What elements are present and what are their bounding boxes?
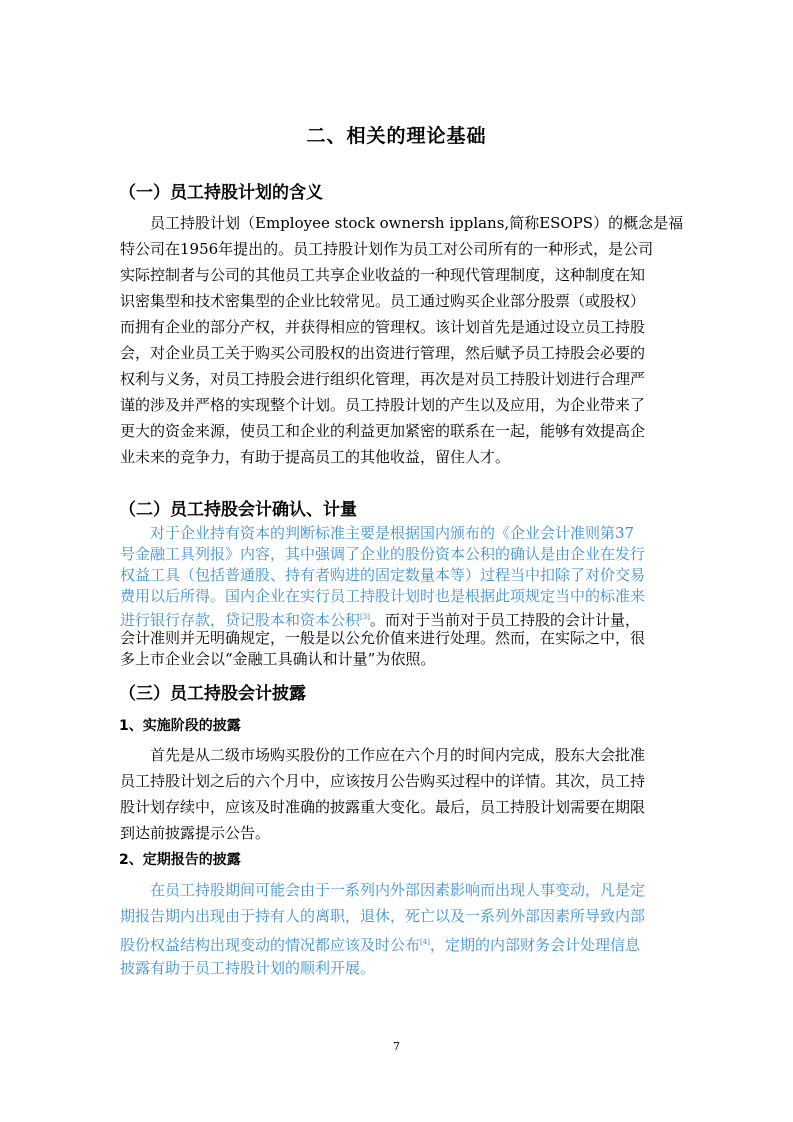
paragraph-line: 会计准则并无明确规定，一般是以公允价值来进行处理。然而，在实际之中，很 (120, 629, 646, 647)
subsection-heading-2: 2、定期报告的披露 (119, 852, 241, 868)
paragraph-line: 而拥有企业的部分产权，并获得相应的管理权。该计划首先是通过设立员工持股 (120, 318, 646, 336)
citation-ref[interactable]: [3] (360, 613, 370, 621)
section-1-paragraph (120, 210, 684, 470)
paragraph-line: 识密集型和技术密集型的企业比较常见。员工通过购买企业部分股票（或股权） (120, 292, 646, 310)
paragraph-line: 到达前披露提示公告。 (120, 824, 271, 842)
paragraph-line: 业未来的竞争力，有助于提高员工的其他收益，留住人才。 (120, 448, 511, 466)
paragraph-line: 对于企业持有资本的判断标准主要是根据国内颁布的《企业会计准则第37 (150, 524, 635, 542)
paragraph-line: 谨的涉及并严格的实现整个计划。员工持股计划的产生以及应用，为企业带来了 (120, 396, 646, 414)
paragraph-line: 费用以后所得。国内企业在实行员工持股计划时也是根据此项规定当中的标准来 (120, 587, 646, 605)
paragraph-text: ，定期的内部财务会计处理信息 (429, 936, 640, 954)
section-2-paragraph (120, 523, 676, 670)
subsection-2-paragraph (120, 877, 676, 981)
paragraph-line: 会，对企业员工关于购买公司股权的出资进行管理，然后赋予员工持股会必要的 (120, 344, 646, 362)
section-heading-1: （一）员工持股计划的含义 (119, 183, 323, 203)
page-number: 7 (393, 1040, 400, 1053)
paragraph-line: 权利与义务，对员工持股会进行组织化管理，再次是对员工持股计划进行合理严 (120, 370, 646, 388)
paragraph-line: 期报告期内出现由于持有人的离职，退休，死亡以及一系列外部因素所导致内部 (120, 907, 646, 925)
paragraph-line: 特公司在1956年提出的。员工持股计划作为员工对公司所有的一种形式，是公司 (120, 240, 654, 258)
paragraph-line: 员工持股计划之后的六个月中，应该按月公告购买过程中的详情。其次，员工持 (120, 772, 646, 790)
subsection-heading-1: 1、实施阶段的披露 (119, 718, 241, 734)
chapter-title: 二、相关的理论基础 (306, 125, 487, 147)
paragraph-line: 更大的资金来源，使员工和企业的利益更加紧密的联系在一起，能够有效提高企 (120, 422, 646, 440)
paragraph-line: 在员工持股期间可能会由于一系列内外部因素影响而出现人事变动，凡是定 (150, 881, 646, 899)
paragraph-text-black: 。而对于当前对于员工持股的会计计量， (369, 611, 640, 629)
paragraph-line: 实际控制者与公司的其他员工共享企业收益的一种现代管理制度，这种制度在知 (120, 266, 646, 284)
subsection-1-paragraph (120, 742, 676, 846)
section-heading-3: （三）员工持股会计披露 (119, 684, 306, 704)
citation-ref[interactable]: [4] (420, 938, 430, 946)
paragraph-line: 首先是从二级市场购买股份的工作应在六个月的时间内完成，股东大会批准 (150, 746, 646, 764)
paragraph-line (120, 607, 676, 628)
paragraph-text-blue: 进行银行存款，贷记股本和资本公积 (120, 611, 361, 629)
paragraph-line: 股计划存续中，应该及时准确的披露重大变化。最后，员工持股计划需要在期限 (120, 798, 646, 816)
paragraph-line: 员工持股计划（Employee stock ownersh ipplans,简称ESOPS）的概念是福 (150, 214, 684, 232)
paragraph-text: 股份权益结构出现变动的情况都应该及时公布 (120, 936, 421, 954)
section-heading-2: （二）员工持股会计确认、计量 (119, 500, 357, 520)
paragraph-line: 权益工具（包括普通股、持有者购进的固定数量本等）过程当中扣除了对价交易 (120, 566, 646, 584)
paragraph-line (120, 929, 676, 955)
paragraph-line: 多上市企业会以“金融工具确认和计量”为依照。 (120, 650, 436, 668)
paragraph-line: 披露有助于员工持股计划的顺利开展。 (120, 959, 376, 977)
paragraph-line: 号金融工具列报》内容，其中强调了企业的股份资本公积的确认是由企业在发行 (120, 545, 646, 563)
